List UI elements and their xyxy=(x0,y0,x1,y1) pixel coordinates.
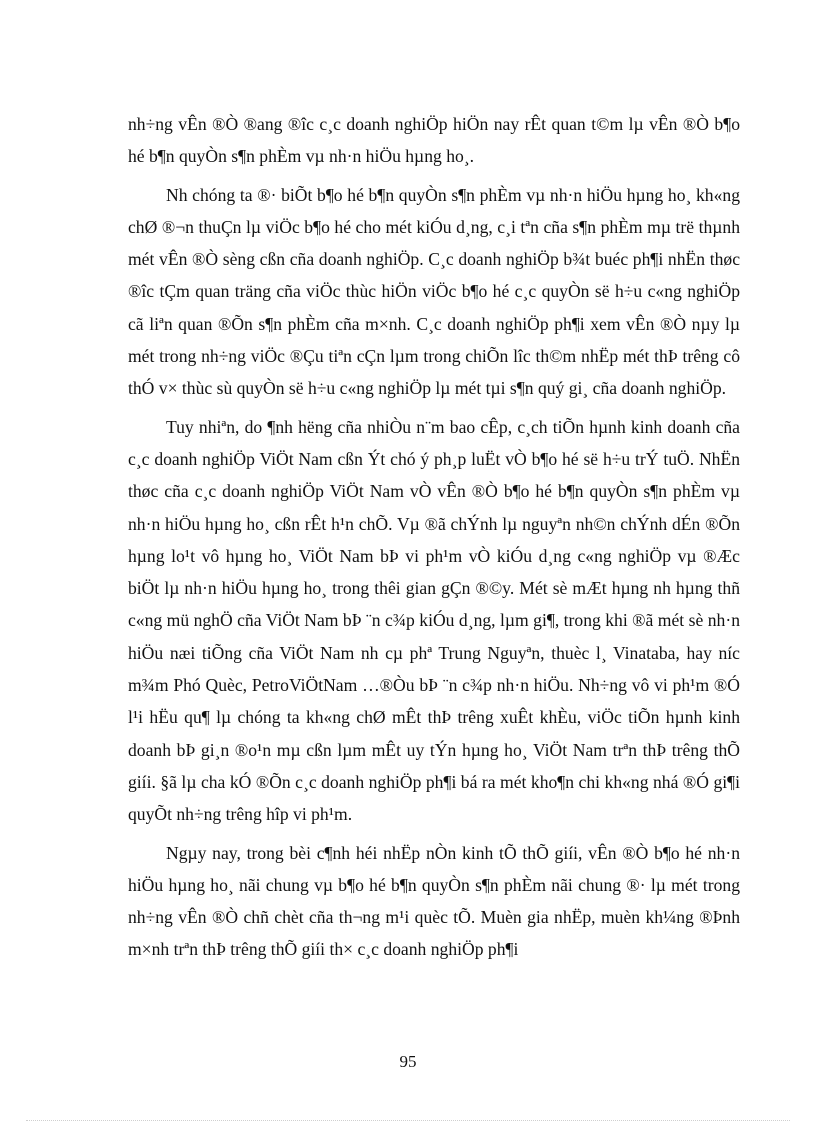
page-number: 95 xyxy=(399,1052,417,1071)
paragraph: Nh chóng ta ®· biÕt b¶o hé b¶n quyÒn s¶n phÈm vµ nh·n hiÖu hµng ho¸ kh«ng chØ ®¬n thuÇn lµ viÖc b¶o hé cho mét kiÓu d¸ng, c¸i tªn cña s¶n phÈm mµ trë thµnh mét vÊn ®Ò sèng cßn cña doanh nghiÖp. C¸c doanh nghiÖp b¾t buéc ph¶i nhËn thøc ®îc tÇm quan träng cña viÖc thùc hiÖn viÖc b¶o hé c¸c quyÒn së h÷u c«ng nghiÖp cã liªn quan ®Õn s¶n phÈm cña m×nh. C¸c doanh nghiÖp ph¶i xem vÊn ®Ò nµy lµ mét trong nh÷ng viÖc ®Çu tiªn cÇn lµm trong chiÕn lîc th©m nhËp mét thÞ trêng cô thÓ v× thùc sù quyÒn së h÷u c«ng nghiÖp lµ mét tµi s¶n quý gi¸ cña doanh nghiÖp. xyxy=(128,184,740,399)
body-text xyxy=(128,108,740,972)
paragraph-continuation: nh÷ng vÊn ®Ò ®ang ®îc c¸c doanh nghiÖp hiÖn nay rÊt quan t©m lµ vÊn ®Ò b¶o hé b¶n quyÒn s¶n phÈm vµ nh·n hiÖu hµng ho¸. xyxy=(128,114,740,167)
paragraph: Tuy nhiªn, do ¶nh hëng cña nhiÒu n¨m bao cÊp, c¸ch tiÕn hµnh kinh doanh cña c¸c doanh nghiÖp ViÖt Nam cßn Ýt chó ý ph¸p luËt vÒ b¶o hé së h÷u trÝ tuÖ. NhËn thøc cña c¸c doanh nghiÖp ViÖt Nam vÒ vÊn ®Ò b¶o hé b¶n quyÒn s¶n phÈm vµ nh·n hiÖu hµng ho¸ cßn rÊt h¹n chÕ. Vµ ®ã chÝnh lµ nguyªn nh©n chÝnh dÉn ®Õn hµng lo¹t vô hµng ho¸ ViÖt Nam bÞ vi ph¹m vÒ kiÓu d¸ng c«ng nghiÖp vµ ®Æc biÖt lµ nh·n hiÖu hµng ho¸ trong thêi gian gÇn ®©y. Mét sè mÆt hµng nh hµng thñ c«ng mü nghÖ cña ViÖt Nam bÞ ¨n c¾p kiÓu d¸ng, lµm gi¶, trong khi ®ã mét sè nh·n hiÖu næi tiÕng cña ViÖt Nam nh cµ phª Trung Nguyªn, thuèc l¸ Vinataba, hay níc m¾m Phó Quèc, PetroViÖtNam …®Òu bÞ ¨n c¾p nh·n hiÖu. Nh÷ng vô vi ph¹m ®Ó l¹i hËu qu¶ lµ chóng ta kh«ng chØ mÊt thÞ trêng xuÊt khÈu, viÖc tiÕn hµnh kinh doanh bÞ gi¸n ®o¹n mµ cßn lµm mÊt uy tÝn hµng ho¸ ViÖt Nam trªn thÞ trêng thÕ giíi. §ã lµ cha kÓ ®Õn c¸c doanh nghiÖp ph¶i bá ra mét kho¶n chi kh«ng nhá ®Ó gi¶i quyÕt nh÷ng trêng hîp vi ph¹m. xyxy=(128,416,740,825)
page-bottom-divider xyxy=(26,1120,790,1121)
paragraph: Ngµy nay, trong bèi c¶nh héi nhËp nÒn kinh tÕ thÕ giíi, vÊn ®Ò b¶o hé nh·n hiÖu hµng ho¸ nãi chung vµ b¶o hé b¶n quyÒn s¶n phÈm nãi chung ®· lµ mét trong nh÷ng vÊn ®Ò chñ chèt cña th¬ng m¹i quèc tÕ. Muèn gia nhËp, muèn kh¼ng ®Þnh m×nh trªn thÞ trêng thÕ giíi th× c¸c doanh nghiÖp ph¶i xyxy=(128,842,740,960)
